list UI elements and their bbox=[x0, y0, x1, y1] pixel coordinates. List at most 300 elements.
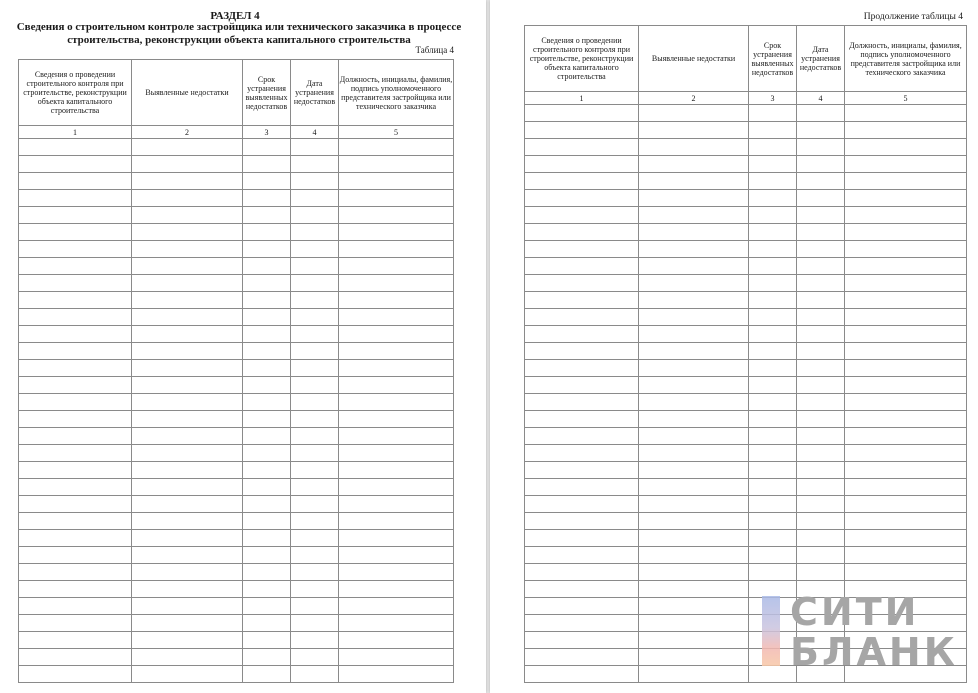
control-table-continued bbox=[524, 25, 967, 683]
empty-cell bbox=[639, 394, 749, 411]
empty-cell bbox=[845, 428, 967, 445]
empty-cell bbox=[19, 462, 132, 479]
empty-cell bbox=[291, 666, 339, 683]
watermark-gradient-bar bbox=[762, 596, 780, 666]
empty-cell bbox=[243, 547, 291, 564]
empty-cell bbox=[639, 411, 749, 428]
empty-cell bbox=[291, 428, 339, 445]
empty-cell bbox=[525, 394, 639, 411]
table-row bbox=[525, 564, 967, 581]
empty-cell bbox=[845, 343, 967, 360]
empty-cell bbox=[339, 190, 454, 207]
empty-cell bbox=[19, 428, 132, 445]
empty-cell bbox=[291, 377, 339, 394]
empty-cell bbox=[797, 190, 845, 207]
empty-cell bbox=[845, 547, 967, 564]
empty-cell bbox=[797, 445, 845, 462]
empty-cell bbox=[291, 581, 339, 598]
table-row bbox=[19, 156, 454, 173]
empty-cell bbox=[525, 156, 639, 173]
empty-cell bbox=[19, 547, 132, 564]
table-row bbox=[19, 241, 454, 258]
empty-cell bbox=[291, 479, 339, 496]
empty-cell bbox=[291, 632, 339, 649]
empty-cell bbox=[639, 462, 749, 479]
header-cell: Дата устранения недостатков bbox=[291, 60, 339, 126]
empty-cell bbox=[132, 326, 243, 343]
empty-cell bbox=[797, 156, 845, 173]
empty-cell bbox=[797, 513, 845, 530]
table-row bbox=[19, 547, 454, 564]
empty-cell bbox=[19, 258, 132, 275]
empty-cell bbox=[19, 275, 132, 292]
empty-cell bbox=[19, 479, 132, 496]
empty-cell bbox=[845, 241, 967, 258]
empty-cell bbox=[339, 292, 454, 309]
empty-cell bbox=[291, 615, 339, 632]
empty-cell bbox=[639, 445, 749, 462]
empty-cell bbox=[749, 343, 797, 360]
table-row bbox=[19, 598, 454, 615]
empty-cell bbox=[19, 445, 132, 462]
empty-cell bbox=[19, 292, 132, 309]
empty-cell bbox=[243, 326, 291, 343]
empty-cell bbox=[132, 649, 243, 666]
empty-cell bbox=[132, 224, 243, 241]
column-number: 5 bbox=[845, 92, 967, 105]
empty-cell bbox=[525, 207, 639, 224]
empty-cell bbox=[243, 581, 291, 598]
empty-cell bbox=[845, 190, 967, 207]
table-row bbox=[19, 666, 454, 683]
empty-cell bbox=[339, 428, 454, 445]
table-row bbox=[525, 479, 967, 496]
empty-cell bbox=[525, 105, 639, 122]
empty-cell bbox=[749, 326, 797, 343]
empty-cell bbox=[749, 139, 797, 156]
empty-cell bbox=[291, 564, 339, 581]
header-cell: Выявленные недостатки bbox=[639, 26, 749, 92]
empty-cell bbox=[339, 258, 454, 275]
empty-cell bbox=[243, 598, 291, 615]
empty-cell bbox=[132, 666, 243, 683]
table-row bbox=[19, 632, 454, 649]
empty-cell bbox=[845, 139, 967, 156]
empty-cell bbox=[339, 360, 454, 377]
empty-cell bbox=[749, 547, 797, 564]
table-row bbox=[19, 343, 454, 360]
empty-cell bbox=[339, 326, 454, 343]
empty-cell bbox=[845, 326, 967, 343]
table-row bbox=[525, 258, 967, 275]
empty-cell bbox=[243, 224, 291, 241]
table-row bbox=[19, 139, 454, 156]
empty-cell bbox=[19, 139, 132, 156]
empty-cell bbox=[243, 190, 291, 207]
control-table bbox=[18, 59, 454, 683]
empty-cell bbox=[797, 564, 845, 581]
empty-cell bbox=[243, 479, 291, 496]
empty-cell bbox=[291, 649, 339, 666]
table-row bbox=[525, 105, 967, 122]
watermark-line-1: СИТИ bbox=[790, 590, 920, 634]
table-body bbox=[19, 139, 454, 683]
empty-cell bbox=[797, 258, 845, 275]
empty-cell bbox=[243, 462, 291, 479]
empty-cell bbox=[243, 530, 291, 547]
empty-cell bbox=[132, 564, 243, 581]
column-number: 3 bbox=[243, 126, 291, 139]
table-row bbox=[525, 394, 967, 411]
header-cell: Сведения о проведении строительного контроля при строительстве, реконструкции объекта капитального строительства bbox=[19, 60, 132, 126]
empty-cell bbox=[243, 394, 291, 411]
empty-cell bbox=[291, 309, 339, 326]
table-row bbox=[19, 479, 454, 496]
empty-cell bbox=[19, 156, 132, 173]
empty-cell bbox=[19, 632, 132, 649]
empty-cell bbox=[132, 462, 243, 479]
empty-cell bbox=[19, 615, 132, 632]
empty-cell bbox=[19, 224, 132, 241]
empty-cell bbox=[525, 292, 639, 309]
empty-cell bbox=[291, 343, 339, 360]
empty-cell bbox=[845, 462, 967, 479]
empty-cell bbox=[19, 581, 132, 598]
empty-cell bbox=[639, 496, 749, 513]
empty-cell bbox=[339, 666, 454, 683]
empty-cell bbox=[525, 241, 639, 258]
empty-cell bbox=[19, 360, 132, 377]
empty-cell bbox=[132, 445, 243, 462]
empty-cell bbox=[291, 292, 339, 309]
empty-cell bbox=[132, 394, 243, 411]
empty-cell bbox=[749, 496, 797, 513]
empty-cell bbox=[243, 292, 291, 309]
empty-cell bbox=[797, 462, 845, 479]
empty-cell bbox=[132, 139, 243, 156]
table-row bbox=[19, 309, 454, 326]
empty-cell bbox=[797, 292, 845, 309]
empty-cell bbox=[339, 139, 454, 156]
table-row bbox=[19, 394, 454, 411]
empty-cell bbox=[749, 156, 797, 173]
empty-cell bbox=[639, 343, 749, 360]
empty-cell bbox=[639, 190, 749, 207]
empty-cell bbox=[132, 258, 243, 275]
empty-cell bbox=[845, 275, 967, 292]
table-row bbox=[19, 564, 454, 581]
empty-cell bbox=[797, 343, 845, 360]
empty-cell bbox=[797, 224, 845, 241]
empty-cell bbox=[19, 241, 132, 258]
empty-cell bbox=[132, 411, 243, 428]
empty-cell bbox=[749, 190, 797, 207]
empty-cell bbox=[525, 462, 639, 479]
empty-cell bbox=[749, 462, 797, 479]
section-subtitle: Сведения о строительном контроле застройщика или технического заказчика в процессе строительства, реконструкции объекта капитального строительства bbox=[16, 21, 462, 46]
empty-cell bbox=[749, 122, 797, 139]
empty-cell bbox=[19, 666, 132, 683]
table-row bbox=[19, 462, 454, 479]
header-cell: Выявленные недостатки bbox=[132, 60, 243, 126]
empty-cell bbox=[19, 513, 132, 530]
empty-cell bbox=[525, 445, 639, 462]
empty-cell bbox=[132, 360, 243, 377]
empty-cell bbox=[243, 309, 291, 326]
table-row bbox=[525, 513, 967, 530]
empty-cell bbox=[639, 581, 749, 598]
empty-cell bbox=[132, 292, 243, 309]
empty-cell bbox=[639, 615, 749, 632]
empty-cell bbox=[291, 190, 339, 207]
table-row bbox=[19, 207, 454, 224]
table-row bbox=[525, 360, 967, 377]
empty-cell bbox=[749, 513, 797, 530]
empty-cell bbox=[19, 564, 132, 581]
table-row bbox=[19, 428, 454, 445]
empty-cell bbox=[339, 530, 454, 547]
empty-cell bbox=[797, 377, 845, 394]
empty-cell bbox=[525, 326, 639, 343]
empty-cell bbox=[639, 292, 749, 309]
table-row bbox=[525, 139, 967, 156]
table-row bbox=[525, 309, 967, 326]
empty-cell bbox=[339, 343, 454, 360]
empty-cell bbox=[132, 309, 243, 326]
empty-cell bbox=[19, 173, 132, 190]
empty-cell bbox=[797, 139, 845, 156]
column-number: 1 bbox=[19, 126, 132, 139]
empty-cell bbox=[749, 258, 797, 275]
column-number: 5 bbox=[339, 126, 454, 139]
empty-cell bbox=[243, 139, 291, 156]
empty-cell bbox=[749, 530, 797, 547]
empty-cell bbox=[749, 241, 797, 258]
empty-cell bbox=[132, 156, 243, 173]
empty-cell bbox=[132, 377, 243, 394]
empty-cell bbox=[132, 615, 243, 632]
table-row bbox=[19, 275, 454, 292]
empty-cell bbox=[749, 309, 797, 326]
empty-cell bbox=[749, 411, 797, 428]
empty-cell bbox=[339, 411, 454, 428]
empty-cell bbox=[132, 343, 243, 360]
table-row bbox=[19, 173, 454, 190]
empty-cell bbox=[749, 360, 797, 377]
table-row bbox=[525, 496, 967, 513]
table-row bbox=[525, 411, 967, 428]
empty-cell bbox=[639, 649, 749, 666]
header-cell: Срок устранения выявленных недостатков bbox=[749, 26, 797, 92]
empty-cell bbox=[797, 394, 845, 411]
empty-cell bbox=[291, 598, 339, 615]
table-row bbox=[19, 377, 454, 394]
empty-cell bbox=[639, 275, 749, 292]
left-page bbox=[0, 0, 486, 693]
empty-cell bbox=[291, 445, 339, 462]
empty-cell bbox=[749, 564, 797, 581]
empty-cell bbox=[845, 309, 967, 326]
empty-cell bbox=[797, 122, 845, 139]
table-row bbox=[525, 122, 967, 139]
table-row bbox=[19, 190, 454, 207]
empty-cell bbox=[243, 258, 291, 275]
empty-cell bbox=[639, 207, 749, 224]
table-row bbox=[19, 326, 454, 343]
empty-cell bbox=[525, 547, 639, 564]
empty-cell bbox=[845, 224, 967, 241]
empty-cell bbox=[19, 598, 132, 615]
empty-cell bbox=[749, 394, 797, 411]
empty-cell bbox=[525, 224, 639, 241]
empty-cell bbox=[291, 241, 339, 258]
empty-cell bbox=[243, 377, 291, 394]
empty-cell bbox=[797, 547, 845, 564]
empty-cell bbox=[339, 156, 454, 173]
empty-cell bbox=[243, 360, 291, 377]
empty-cell bbox=[243, 428, 291, 445]
empty-cell bbox=[339, 564, 454, 581]
empty-cell bbox=[639, 326, 749, 343]
empty-cell bbox=[243, 632, 291, 649]
empty-cell bbox=[845, 258, 967, 275]
empty-cell bbox=[339, 479, 454, 496]
empty-cell bbox=[291, 530, 339, 547]
empty-cell bbox=[797, 275, 845, 292]
empty-cell bbox=[132, 530, 243, 547]
empty-cell bbox=[243, 615, 291, 632]
empty-cell bbox=[797, 479, 845, 496]
empty-cell bbox=[19, 309, 132, 326]
empty-cell bbox=[639, 377, 749, 394]
empty-cell bbox=[749, 173, 797, 190]
empty-cell bbox=[639, 224, 749, 241]
column-number: 4 bbox=[797, 92, 845, 105]
empty-cell bbox=[845, 377, 967, 394]
empty-cell bbox=[749, 207, 797, 224]
empty-cell bbox=[845, 411, 967, 428]
table-row bbox=[19, 513, 454, 530]
empty-cell bbox=[291, 394, 339, 411]
empty-cell bbox=[243, 496, 291, 513]
empty-cell bbox=[243, 649, 291, 666]
empty-cell bbox=[19, 496, 132, 513]
empty-cell bbox=[291, 173, 339, 190]
empty-cell bbox=[525, 666, 639, 683]
empty-cell bbox=[132, 479, 243, 496]
empty-cell bbox=[525, 411, 639, 428]
empty-cell bbox=[525, 190, 639, 207]
empty-cell bbox=[291, 224, 339, 241]
empty-cell bbox=[132, 513, 243, 530]
empty-cell bbox=[749, 479, 797, 496]
citiblank-watermark bbox=[762, 592, 972, 672]
continuation-label: Продолжение таблицы 4 bbox=[863, 12, 963, 22]
table-row bbox=[525, 377, 967, 394]
empty-cell bbox=[339, 649, 454, 666]
empty-cell bbox=[132, 275, 243, 292]
empty-cell bbox=[243, 666, 291, 683]
empty-cell bbox=[797, 496, 845, 513]
empty-cell bbox=[797, 241, 845, 258]
empty-cell bbox=[243, 411, 291, 428]
empty-cell bbox=[19, 343, 132, 360]
table-row bbox=[525, 173, 967, 190]
empty-cell bbox=[845, 292, 967, 309]
table-row bbox=[525, 207, 967, 224]
header-cell: Должность, инициалы, фамилия, подпись уполномоченного представителя застройщика или технического заказчика bbox=[845, 26, 967, 92]
empty-cell bbox=[639, 105, 749, 122]
empty-cell bbox=[339, 394, 454, 411]
empty-cell bbox=[525, 139, 639, 156]
empty-cell bbox=[639, 547, 749, 564]
empty-cell bbox=[525, 479, 639, 496]
table-row bbox=[19, 445, 454, 462]
empty-cell bbox=[291, 139, 339, 156]
empty-cell bbox=[339, 224, 454, 241]
empty-cell bbox=[19, 530, 132, 547]
empty-cell bbox=[339, 547, 454, 564]
empty-cell bbox=[525, 360, 639, 377]
empty-cell bbox=[845, 156, 967, 173]
empty-cell bbox=[797, 530, 845, 547]
empty-cell bbox=[339, 513, 454, 530]
empty-cell bbox=[243, 275, 291, 292]
table-row bbox=[19, 360, 454, 377]
table-row bbox=[525, 530, 967, 547]
empty-cell bbox=[243, 241, 291, 258]
header-cell: Срок устранения выявленных недостатков bbox=[243, 60, 291, 126]
table-row bbox=[525, 275, 967, 292]
empty-cell bbox=[291, 360, 339, 377]
empty-cell bbox=[243, 564, 291, 581]
table-row bbox=[525, 241, 967, 258]
table-row bbox=[19, 292, 454, 309]
empty-cell bbox=[132, 581, 243, 598]
empty-cell bbox=[525, 615, 639, 632]
empty-cell bbox=[845, 564, 967, 581]
empty-cell bbox=[797, 309, 845, 326]
empty-cell bbox=[291, 513, 339, 530]
empty-cell bbox=[797, 360, 845, 377]
empty-cell bbox=[639, 139, 749, 156]
empty-cell bbox=[339, 173, 454, 190]
table-row bbox=[525, 224, 967, 241]
empty-cell bbox=[339, 207, 454, 224]
empty-cell bbox=[639, 309, 749, 326]
empty-cell bbox=[749, 275, 797, 292]
empty-cell bbox=[639, 360, 749, 377]
empty-cell bbox=[525, 581, 639, 598]
empty-cell bbox=[19, 326, 132, 343]
empty-cell bbox=[19, 190, 132, 207]
empty-cell bbox=[525, 343, 639, 360]
empty-cell bbox=[243, 445, 291, 462]
empty-cell bbox=[132, 496, 243, 513]
header-cell: Дата устранения недостатков bbox=[797, 26, 845, 92]
empty-cell bbox=[797, 173, 845, 190]
empty-cell bbox=[749, 292, 797, 309]
empty-cell bbox=[749, 105, 797, 122]
empty-cell bbox=[797, 411, 845, 428]
empty-cell bbox=[749, 428, 797, 445]
empty-cell bbox=[639, 479, 749, 496]
empty-cell bbox=[525, 632, 639, 649]
table-row bbox=[525, 445, 967, 462]
table-row bbox=[19, 224, 454, 241]
empty-cell bbox=[845, 496, 967, 513]
table-row bbox=[19, 258, 454, 275]
